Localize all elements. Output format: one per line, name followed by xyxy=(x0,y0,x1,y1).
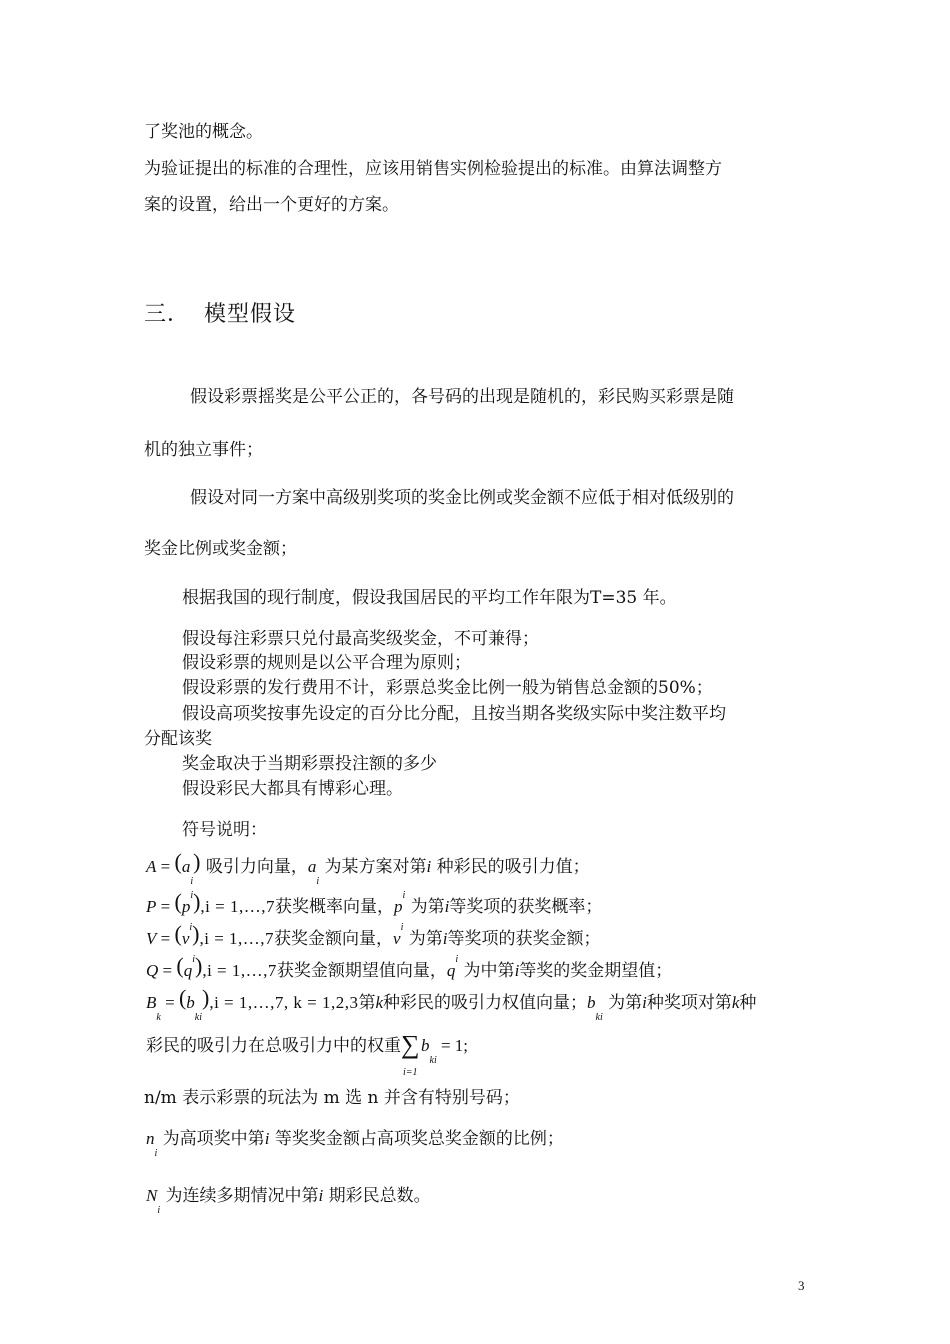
symbol-V-eq: = xyxy=(156,929,175,948)
symbol-A-desc-3: 种彩民的吸引力值； xyxy=(431,857,590,877)
assumption-5: 假设彩票的规则是以公平合理为原则； xyxy=(182,653,471,673)
symbol-A-var: A xyxy=(146,857,157,876)
symbol-V-var: V xyxy=(146,929,157,948)
symbol-V-lparen: ( xyxy=(174,921,182,946)
symbol-V-range: ,i = 1,…,7 xyxy=(199,929,275,948)
symbol-P-elem: p xyxy=(181,897,191,916)
symbol-B-eq: = xyxy=(160,993,179,1012)
symbol-V-index: i xyxy=(442,929,448,948)
symbol-Q-desc-2: 为中第 xyxy=(458,961,515,981)
symbol-n-desc-1: 为高项奖中第 xyxy=(157,1129,265,1149)
symbol-A-sub: i xyxy=(190,876,194,887)
symbol-P-rparen: ) xyxy=(193,889,201,914)
sum-sigma: ∑ xyxy=(401,1030,420,1059)
symbol-B-sub-2: ki xyxy=(595,1012,603,1023)
symbol-V-line xyxy=(146,921,601,953)
intro-line-1: 了奖池的概念。 xyxy=(144,122,263,142)
symbol-A-desc-2: 为某方案对第 xyxy=(319,857,427,877)
symbol-Q-range: ,i = 1,…,7 xyxy=(202,961,277,980)
symbol-P-var: P xyxy=(146,897,157,916)
symbol-N-index: i xyxy=(318,1186,324,1205)
symbol-V-var-2: v xyxy=(393,929,401,948)
symbol-Q-sub: i xyxy=(192,954,195,965)
symbol-B-k-2: k xyxy=(731,993,740,1012)
symbol-A-var-2: a xyxy=(307,857,317,876)
symbol-A-index: i xyxy=(426,857,432,876)
assumption-2-line-2: 奖金比例或奖金额； xyxy=(144,539,297,559)
symbol-A-eq: = xyxy=(156,857,175,876)
symbol-n-sub: i xyxy=(154,1148,158,1159)
intro-line-3: 案的设置，给出一个更好的方案。 xyxy=(144,195,399,215)
symbol-P-var-2: p xyxy=(393,897,403,916)
symbol-B-k: k xyxy=(375,993,384,1012)
symbols-heading: 符号说明： xyxy=(182,820,267,840)
page-number: 3 xyxy=(798,1278,805,1293)
symbol-Q-index: i xyxy=(514,961,520,980)
symbol-N-line xyxy=(146,1185,431,1216)
assumption-1-line-1: 假设彩票摇奖是公平公正的，各号码的出现是随机的，彩民购买彩票是随 xyxy=(190,387,734,407)
assumption-7-line-2: 分配该奖 xyxy=(144,729,212,749)
symbol-B-index: i xyxy=(642,993,647,1012)
symbol-V-desc-1: 获奖金额向量， xyxy=(274,929,394,949)
symbol-Q-sub-2: i xyxy=(455,954,459,965)
symbol-P-eq: = xyxy=(156,897,175,916)
section-title: 模型假设 xyxy=(204,302,297,327)
symbol-B-weight-text: 彩民的吸引力在总吸引力中的权重 xyxy=(146,1036,401,1056)
assumption-9: 假设彩民大都具有博彩心理。 xyxy=(182,779,403,799)
symbol-Q-line xyxy=(146,953,673,985)
symbol-A-desc-1: 吸引力向量， xyxy=(200,857,308,877)
symbol-B-lparen: ( xyxy=(178,985,187,1010)
symbol-nm: n/m 表示彩票的玩法为 m 选 n 并含有特别号码； xyxy=(144,1088,520,1108)
symbol-B-line xyxy=(146,985,757,1023)
symbol-Q-elem: q xyxy=(183,961,193,980)
symbol-A-sub-2: i xyxy=(316,876,320,887)
assumption-7-line-1: 假设高项奖按事先设定的百分比分配，且按当期各奖级实际中奖注数平均 xyxy=(182,704,726,724)
symbol-B-desc-2: 种彩民的吸引力权值向量； xyxy=(383,993,588,1013)
symbol-Q-var-2: q xyxy=(446,961,456,980)
symbol-P-range: ,i = 1,…,7 xyxy=(200,897,275,916)
section-number: 三． xyxy=(144,302,191,327)
assumption-8: 奖金取决于当期彩票投注额的多少 xyxy=(182,754,437,774)
symbol-B-line-2 xyxy=(146,1030,469,1078)
symbol-B-desc-1: 第 xyxy=(358,993,376,1013)
intro-line-2: 为验证提出的标准的合理性，应该用销售实例检验提出的标准。由算法调整方 xyxy=(144,159,722,179)
symbol-n-desc-2: 等奖奖金额占高项奖总奖金额的比例； xyxy=(269,1129,564,1149)
sum-elem: b xyxy=(421,1036,430,1055)
symbol-Q-eq: = xyxy=(158,961,177,980)
symbol-P-desc-3: 等奖项的获奖概率； xyxy=(449,897,603,917)
symbol-N-sub: i xyxy=(157,1205,161,1216)
symbol-B-range: ,i = 1,…,7, k = 1,2,3 xyxy=(209,993,359,1012)
symbol-Q-desc-1: 获奖金额期望值向量， xyxy=(276,961,447,981)
symbol-P-line xyxy=(146,889,603,921)
symbol-A-line xyxy=(146,849,590,887)
symbol-B-elem: b xyxy=(186,993,195,1012)
symbol-Q-desc-3: 等奖的奖金期望值； xyxy=(519,961,673,981)
symbol-V-sub-2: i xyxy=(400,922,404,933)
symbol-B-desc-3: 为第 xyxy=(602,993,643,1013)
symbol-n-index: i xyxy=(264,1129,270,1148)
symbol-B-desc-5: 种 xyxy=(739,993,757,1013)
assumption-3: 根据我国的现行制度，假设我国居民的平均工作年限为T=35 年。 xyxy=(182,588,677,608)
symbol-A-rparen: ) xyxy=(193,849,201,874)
symbol-P-index: i xyxy=(444,897,450,916)
symbol-V-desc-2: 为第 xyxy=(403,929,443,949)
symbol-n-line xyxy=(146,1128,564,1159)
symbol-V-sub: i xyxy=(189,922,193,933)
symbol-P-sub-2: i xyxy=(402,890,406,901)
assumption-6: 假设彩票的发行费用不计，彩票总奖金比例一般为销售总金额的50%； xyxy=(182,678,713,698)
assumption-2-line-1: 假设对同一方案中高级别奖项的奖金比例或奖金额不应低于相对低级别的 xyxy=(190,488,734,508)
symbol-B-var: B xyxy=(146,993,157,1012)
sum-eq: = 1; xyxy=(436,1036,469,1055)
symbol-B-rparen: ) xyxy=(201,985,210,1010)
assumption-4: 假设每注彩票只兑付最高奖级奖金，不可兼得； xyxy=(182,629,539,649)
sum-sigma-lower: i=1 xyxy=(403,1067,418,1078)
symbol-P-lparen: ( xyxy=(174,889,182,914)
symbol-P-desc-1: 获奖概率向量， xyxy=(274,897,394,917)
symbol-P-desc-2: 为第 xyxy=(405,897,445,917)
symbol-Q-lparen: ( xyxy=(176,953,184,978)
section-heading xyxy=(144,304,296,326)
symbol-P-sub: i xyxy=(190,890,194,901)
sum-sigma-group xyxy=(401,1030,421,1078)
assumption-1-line-2: 机的独立事件； xyxy=(144,440,263,460)
symbol-A-elem: a xyxy=(181,857,191,876)
symbol-V-elem: v xyxy=(181,929,190,948)
symbol-N-desc-1: 为连续多期情况中第 xyxy=(160,1186,319,1206)
symbol-B-desc-4: 种奖项对第 xyxy=(646,993,732,1013)
symbol-B-var-2: b xyxy=(587,993,596,1012)
symbol-B-sub: k xyxy=(156,1012,161,1023)
symbol-V-desc-3: 等奖项的获奖金额； xyxy=(447,929,601,949)
symbol-N-var: N xyxy=(146,1186,158,1205)
symbol-N-desc-2: 期彩民总数。 xyxy=(323,1186,431,1206)
symbol-Q-rparen: ) xyxy=(194,953,203,978)
symbol-B-elem-sub: ki xyxy=(194,1012,202,1023)
symbol-n-var: n xyxy=(146,1129,155,1148)
symbol-Q-var: Q xyxy=(146,961,159,980)
symbol-A-lparen: ( xyxy=(174,849,182,874)
sum-elem-sub: ki xyxy=(429,1055,437,1066)
symbol-V-rparen: ) xyxy=(192,921,200,946)
